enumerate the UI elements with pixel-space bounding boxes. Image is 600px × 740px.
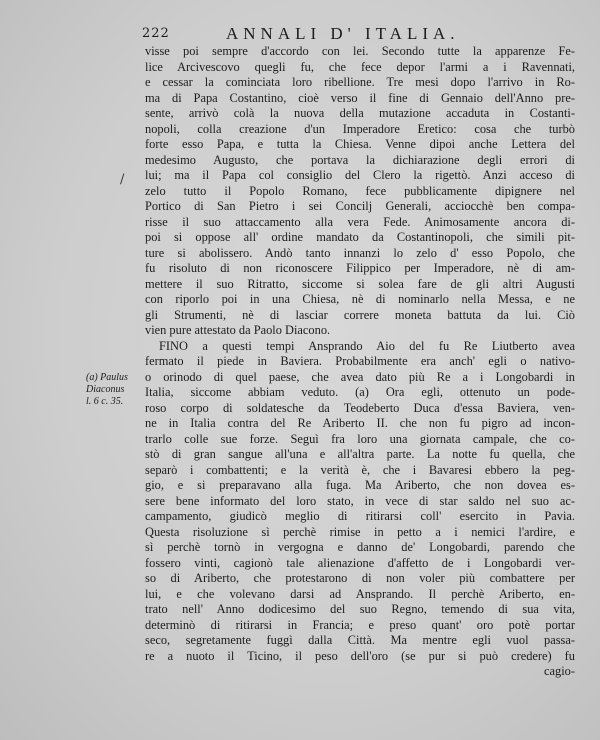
text-line: FINO a questi tempi Ansprando Aio del fu Re Liutberto avea (159, 338, 575, 353)
text-line: nopoli, colla creazione d'un Imperadore Eretico: cosa che turbò (145, 121, 575, 136)
text-line: sente, arrivò colà la nuova della mutazione accaduta in Costanti- (145, 106, 575, 120)
text-line: trarlo colle sue forze. Seguì fra loro una giornata campale, che co- (145, 431, 575, 446)
text-line: o orinodo di quel paese, che avea dato più Re a i Longobardi in (145, 369, 575, 384)
text-line: lui, e che volevano darsi ad Ansprando. Il perchè Ariberto, en- (145, 586, 575, 601)
text-line: re a nuoto il Ticino, il peso dell'oro (se pur si può credere) fu (145, 648, 575, 663)
text-line: Questa risoluzione sì perchè rimise in petto a i nemici l'ardire, e (145, 524, 575, 539)
margin-note-line: l. 6 c. 35. (86, 396, 124, 407)
text-line: vien pure attestato da Paolo Diacono. (145, 323, 331, 337)
text-line: gli Strumenti, nè di lasciar correre moneta battuta da lui. Ciò (145, 307, 575, 322)
text-line: lice Arcivescovo quegli fu, che fece depor l'armi a i Ravennati, (145, 59, 575, 74)
body-text (145, 44, 575, 680)
text-line: e cessar la cominciata loro ribellione. Tre mesi dopo l'arrivo in Ro- (145, 75, 575, 89)
text-line: trato nell' Anno dodicesimo del suo Regno, temendo di sua vita, (145, 602, 575, 616)
text-line: campamento, giudicò meglio di ritirarsi coll' esercito in Pavia. (145, 509, 575, 523)
text-line: so di Ariberto, che protestarono di non voler più combattere per (145, 571, 575, 585)
page-number: 222 (142, 26, 170, 41)
margin-note-line: (a) Paulus (86, 372, 128, 383)
text-line: stò di gran sangue all'una e all'altra parte. La notte fu quella, che (145, 447, 575, 461)
text-line: ture si abolissero. Andò tanto innanzi lo zelo d' esso Popolo, che (145, 245, 575, 260)
text-line: determinò di ritirarsi in Francia; e preso quant' oro potè portar (145, 617, 575, 632)
text-line: Portico di San Pietro i sei Concilj Generali, acciocchè ben compa- (145, 199, 575, 213)
margin-note (86, 372, 148, 408)
text-line: con riporlo poi in una Chiesa, nè di nominarlo nella Messa, e ne (145, 292, 575, 306)
text-line: lui; ma il Papa col consiglio del Clero la rigettò. Anzi acceso di (145, 168, 575, 182)
text-line: fossero vinti, cagionò tale alienazione d'affetto de i Longobardi ver- (145, 555, 575, 570)
text-line: risse il suo attaccamento alla vera Fede. Animosamente ancora di- (145, 214, 575, 229)
text-line: poi si oppose all' ordine mandato da Costantinopoli, che simili pit- (145, 230, 575, 244)
text-line: Italia, siccome abbiam veduto. (a) Ora egli, ottenuto un pode- (145, 385, 575, 399)
text-line: forte esso Papa, e tutta la Chiesa. Venne dipoi anche Lettera del (145, 137, 575, 151)
text-line: gio, e si preparavano alla fuga. Ma Ariberto, che non dovea es- (145, 478, 575, 492)
text-line: seco, segretamente fuggì dalla Città. Ma mentre egli vuol passa- (145, 633, 575, 647)
running-title: ANNALI D' ITALIA. (226, 24, 460, 43)
margin-note-line: Diaconus (86, 384, 125, 395)
margin-mark: / (120, 172, 125, 187)
text-line: medesimo Augusto, che portava la dichiarazione degli errori di (145, 152, 575, 167)
text-line: sì perchè tornò in vergogna e danno de' Longobardi, parendo che (145, 540, 575, 554)
text-line: visse poi sempre d'accordo con lei. Secondo tutte la apparenze Fe- (145, 44, 575, 58)
text-line: ma di Papa Costantino, cioè verso il fine di Gennaio dell'Anno pre- (145, 90, 575, 105)
catchword: cagio- (544, 664, 575, 678)
text-line: separò i combattenti; e la verità è, che i Bavaresi ebbero la peg- (145, 462, 575, 477)
text-line: fermato il piede in Baviera. Probabilmente era anch' egli o nativo- (145, 354, 575, 368)
page-header (110, 14, 580, 44)
text-line: sere bene informato del loro stato, in vece di star saldo nel suo ac- (145, 493, 575, 508)
text-line: fu risoluto di non riconoscere Filippico per Imperadore, nè di am- (145, 261, 575, 275)
text-line: roso corpo di soldatesche da Teodeberto Duca d'essa Baviera, ven- (145, 400, 575, 415)
text-line: mettere il suo Ritratto, siccome si solea fare de gli altri Augusti (145, 276, 575, 291)
text-line: zelo tutto il Popolo Romano, fece pubblicamente dipignere nel (145, 183, 575, 198)
text-line: ne in Italia contra del Re Ariberto II. che non fu pigro ad incon- (145, 416, 575, 430)
